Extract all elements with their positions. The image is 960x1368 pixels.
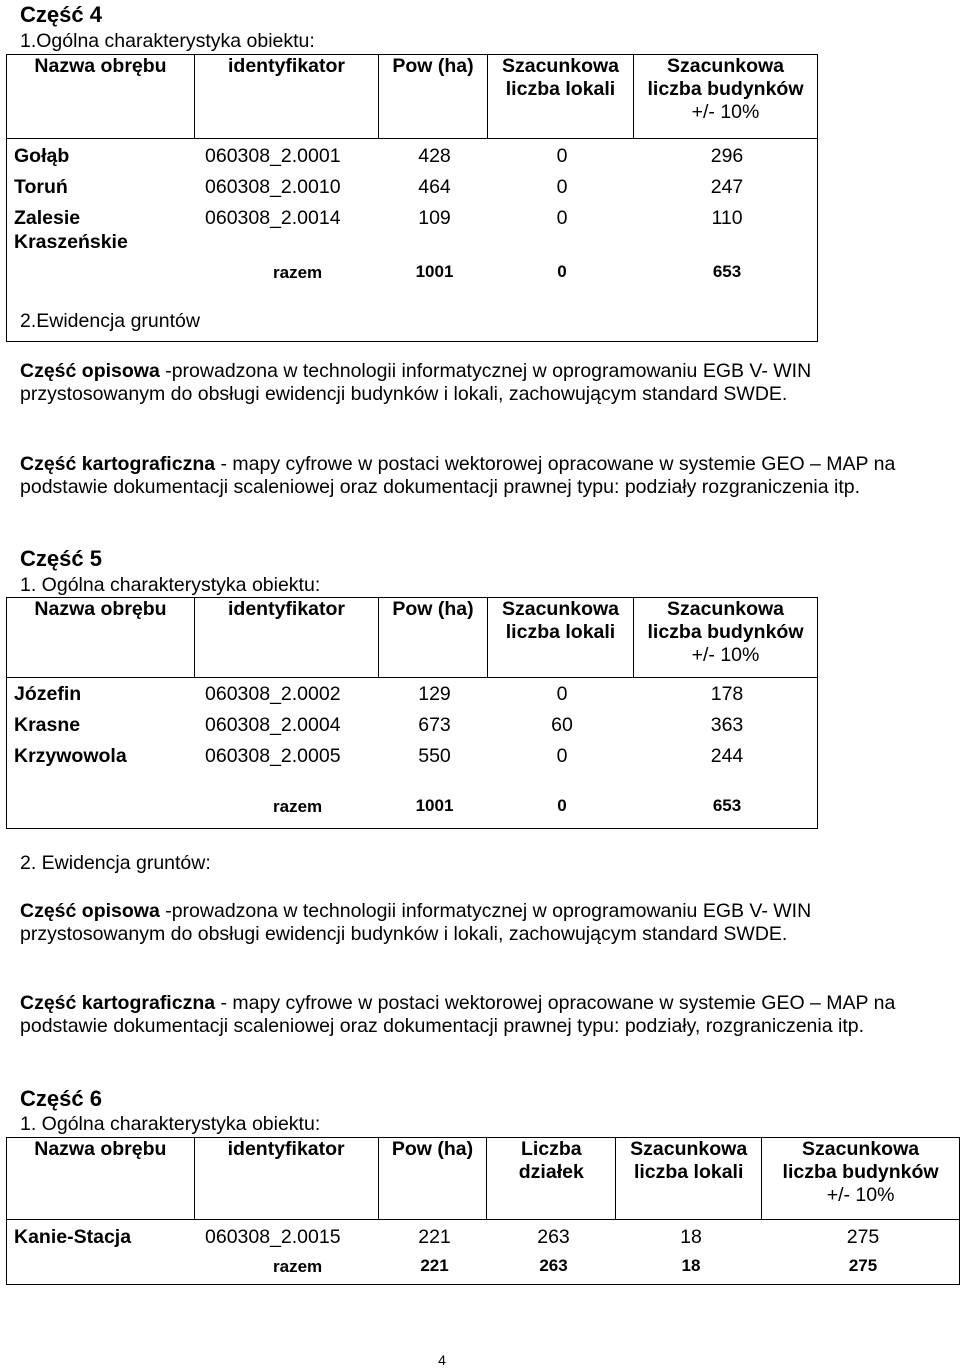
col-header-id: identyfikator (195, 55, 379, 139)
row-area: 428 (418, 145, 451, 167)
row-area: 129 (418, 683, 451, 705)
row-buildings: 296 (710, 145, 744, 167)
part5-data-block (7, 678, 817, 828)
total-units: 0 (557, 796, 567, 815)
page-number: 4 (438, 1352, 446, 1368)
row-area: 464 (418, 176, 451, 198)
total-buildings: 275 (848, 1256, 878, 1275)
row-units: 60 (551, 714, 573, 736)
col-header-buildings: Szacunkowa liczba budynków +/- 10% (762, 1138, 960, 1220)
part6-subheading-characteristics: 1. Ogólna charakterystyka obiektu: (20, 1113, 321, 1135)
part6-heading: Część 6 (20, 1086, 102, 1111)
row-id: 060308_2.0002 (205, 683, 341, 705)
part5-table (6, 597, 818, 829)
part6-data-block (7, 1220, 959, 1284)
row-name: Krzywowola (14, 745, 127, 767)
col-header-area: Pow (ha) (378, 1138, 487, 1220)
row-buildings: 363 (710, 714, 744, 736)
col-header-id: identyfikator (195, 598, 379, 678)
col-header-name: Nazwa obrębu (7, 55, 195, 139)
row-area: 109 (418, 207, 451, 229)
row-name: Józefin (14, 683, 82, 705)
col-header-name: Nazwa obrębu (7, 598, 195, 678)
row-name: Gołąb (14, 145, 70, 167)
total-buildings: 653 (712, 262, 742, 281)
part4-paragraph-cartographic: Część kartograficzna - mapy cyfrowe w postaci wektorowej opracowane w systemie GEO – MAP na podstawie dokumentacji scaleniowej oraz dokumentacji prawnej typu: podziały rozgraniczenia itp. (20, 453, 896, 498)
table-header-row (7, 598, 818, 678)
total-area: 1001 (415, 262, 454, 281)
row-buildings: 178 (710, 683, 744, 705)
row-id: 060308_2.0004 (205, 714, 341, 736)
col-header-units: Szacunkowa liczba lokali (488, 55, 634, 139)
total-area: 221 (420, 1256, 449, 1275)
row-buildings: 247 (710, 176, 744, 198)
table-header-row (7, 55, 818, 139)
part5-subheading-characteristics: 1. Ogólna charakterystyka obiektu: (20, 574, 321, 596)
table-body-row (7, 1220, 960, 1285)
row-buildings: 275 (846, 1226, 880, 1248)
row-units: 0 (556, 145, 568, 167)
row-units: 0 (556, 683, 568, 705)
part5-heading: Część 5 (20, 546, 102, 571)
table-body-row (7, 678, 818, 829)
row-name: Krasne (14, 714, 81, 736)
total-label: razem (273, 797, 323, 816)
row-units: 18 (680, 1226, 702, 1248)
row-id: 060308_2.0005 (205, 745, 341, 767)
part4-subheading-land-registry: 2.Ewidencja gruntów (20, 310, 200, 332)
row-name: Kanie-Stacja (14, 1226, 132, 1248)
row-area: 550 (418, 745, 451, 767)
total-buildings: 653 (712, 796, 742, 815)
row-name: Toruń (14, 176, 68, 198)
part4-table (6, 54, 818, 342)
row-name: Zalesie (14, 207, 81, 229)
col-header-plots: Liczba działek (487, 1138, 616, 1220)
col-header-units: Szacunkowa liczba lokali (616, 1138, 762, 1220)
col-header-area: Pow (ha) (379, 55, 488, 139)
row-id: 060308_2.0015 (205, 1226, 341, 1248)
part4-subheading-characteristics: 1.Ogólna charakterystyka obiektu: (20, 30, 315, 52)
col-header-area: Pow (ha) (379, 598, 488, 678)
row-id: 060308_2.0001 (205, 145, 341, 167)
row-units: 0 (556, 207, 568, 229)
part5-subheading-land-registry: 2. Ewidencja gruntów: (20, 852, 211, 874)
total-label: razem (273, 1257, 323, 1276)
col-header-name: Nazwa obrębu (7, 1138, 195, 1220)
col-header-id: identyfikator (194, 1138, 378, 1220)
col-header-units: Szacunkowa liczba lokali (488, 598, 634, 678)
row-units: 0 (556, 745, 568, 767)
row-buildings: 110 (711, 207, 743, 229)
total-units: 18 (681, 1256, 701, 1275)
part6-table (6, 1137, 960, 1285)
total-area: 1001 (415, 796, 454, 815)
row-area: 673 (418, 714, 451, 736)
row-id: 060308_2.0010 (205, 176, 341, 198)
col-header-buildings: Szacunkowa liczba budynków +/- 10% (634, 598, 818, 678)
total-label: razem (273, 263, 323, 282)
part4-heading: Część 4 (20, 2, 102, 27)
row-name-line2: Kraszeńskie (14, 231, 128, 253)
row-area: 221 (418, 1226, 451, 1248)
row-buildings: 244 (710, 745, 744, 767)
row-id: 060308_2.0014 (205, 207, 341, 229)
row-units: 0 (556, 176, 568, 198)
part5-paragraph-descriptive: Część opisowa -prowadzona w technologii informatycznej w oprogramowaniu EGB V- WIN przystosowanym do obsługi ewidencji budynków i lokali, zachowującym standard SWDE. (20, 900, 812, 945)
col-header-buildings: Szacunkowa liczba budynków +/- 10% (634, 55, 818, 139)
total-plots: 263 (539, 1256, 568, 1275)
total-units: 0 (557, 262, 567, 281)
part5-paragraph-cartographic: Część kartograficzna - mapy cyfrowe w postaci wektorowej opracowane w systemie GEO – MAP na podstawie dokumentacji scaleniowej oraz dokumentacji prawnej typu: podziały, rozgraniczenia itp. (20, 992, 896, 1037)
row-plots: 263 (537, 1226, 570, 1248)
table-header-row (7, 1138, 960, 1220)
part4-paragraph-descriptive: Część opisowa -prowadzona w technologii informatycznej w oprogramowaniu EGB V- WIN przystosowanym do obsługi ewidencji budynków i lokali, zachowującym standard SWDE. (20, 360, 812, 405)
